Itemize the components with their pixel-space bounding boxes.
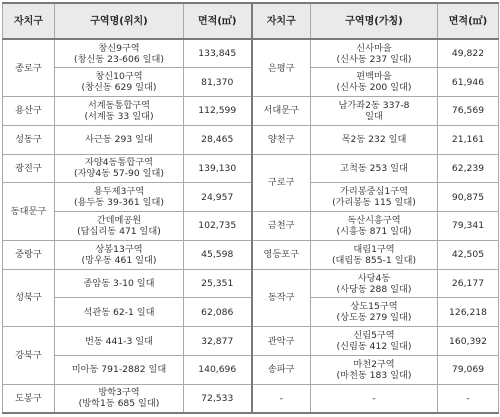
area-name-cell — [55, 327, 184, 356]
area-name-cell — [55, 125, 184, 154]
table-row — [3, 298, 499, 327]
table-row — [3, 269, 499, 298]
area-name-line: (대림동 855-1 일대) — [331, 254, 417, 266]
area-size-cell: 24,957 — [184, 183, 252, 212]
area-name-cell — [311, 298, 438, 327]
area-name-line: - — [372, 392, 376, 404]
area-name-cell — [311, 384, 438, 413]
area-size-cell: 133,845 — [184, 39, 252, 68]
area-name-line: 미아동 791-2882 일대 — [71, 364, 167, 376]
area-size-cell: 112,599 — [184, 97, 252, 126]
area-name-line: 사당4동 — [357, 272, 391, 284]
table-row — [3, 97, 499, 126]
area-name-line: (창신동 629 일대) — [81, 82, 157, 94]
district-cell: 금천구 — [252, 212, 311, 241]
district-cell: 동작구 — [252, 269, 311, 327]
area-name-line: (서계동 33 일대) — [84, 110, 154, 122]
area-name-line: (신사동 237 일대) — [336, 53, 412, 65]
area-name-line: 사근동 293 일대 — [85, 134, 153, 146]
area-name-line: 독산시흥구역 — [347, 214, 401, 226]
area-name-cell — [311, 68, 438, 97]
area-name-line: 마천2구역 — [353, 358, 395, 370]
area-name-cell — [55, 384, 184, 413]
area-name-line: (신사동 200 일대) — [336, 82, 412, 94]
redevelopment-areas-table — [2, 2, 499, 414]
header-area-name-right: 구역명(가칭) — [311, 3, 438, 39]
area-size-cell: 160,392 — [438, 327, 499, 356]
district-cell: 은평구 — [252, 39, 311, 97]
area-size-cell: 62,239 — [438, 154, 499, 183]
area-name-line: 일대 — [365, 110, 383, 122]
header-size-left: 면적(㎡) — [184, 3, 252, 39]
area-name-line: 상도15구역 — [350, 301, 398, 313]
area-size-cell: 126,218 — [438, 298, 499, 327]
area-name-line: 서계동통합구역 — [87, 99, 151, 111]
area-name-line: (답십리동 471 일대) — [77, 225, 161, 237]
area-name-cell — [55, 355, 184, 384]
area-name-cell — [311, 327, 438, 356]
district-cell: 용산구 — [3, 97, 55, 126]
area-name-line: 가리봉중심1구역 — [340, 186, 408, 198]
area-size-cell: 72,533 — [184, 384, 252, 413]
area-name-cell — [55, 183, 184, 212]
district-cell: 양천구 — [252, 125, 311, 154]
area-name-cell — [55, 240, 184, 269]
district-cell: 동대문구 — [3, 183, 55, 241]
area-name-line: (창신동 23-606 일대) — [74, 53, 164, 65]
district-cell: 서대문구 — [252, 97, 311, 126]
area-name-cell — [55, 298, 184, 327]
area-name-line: 목2동 232 일대 — [341, 134, 407, 146]
area-name-cell — [311, 355, 438, 384]
area-name-cell — [311, 97, 438, 126]
table-row — [3, 355, 499, 384]
table-row — [3, 39, 499, 68]
district-cell: 영등포구 — [252, 240, 311, 269]
table-row — [3, 212, 499, 241]
area-name-line: 종암동 3-10 일대 — [83, 278, 155, 289]
area-size-cell: 76,569 — [438, 97, 499, 126]
area-name-cell — [55, 39, 184, 68]
area-size-cell: 81,370 — [184, 68, 252, 97]
area-size-cell: 28,465 — [184, 125, 252, 154]
area-size-cell: 42,505 — [438, 240, 499, 269]
area-name-line: 간데메공원 — [96, 214, 142, 226]
header-district-right: 자치구 — [252, 3, 311, 39]
area-name-line: 번동 441-3 일대 — [84, 335, 154, 347]
area-size-cell: 26,177 — [438, 269, 499, 298]
area-name-line: 창신10구역 — [95, 71, 143, 83]
area-name-line: 상봉13구역 — [95, 243, 143, 255]
area-name-line: 용두제3구역 — [93, 186, 145, 198]
area-name-cell — [311, 154, 438, 183]
area-name-line: (용두동 39-361 일대) — [74, 197, 164, 209]
header-area-name-left: 구역명(위치) — [55, 3, 184, 39]
area-name-cell — [55, 269, 184, 298]
district-cell: - — [252, 384, 311, 413]
district-cell: 성동구 — [3, 125, 55, 154]
area-size-cell: 139,130 — [184, 154, 252, 183]
area-name-line: 신사마을 — [356, 42, 392, 54]
area-size-cell: 90,875 — [438, 183, 499, 212]
table-row — [3, 240, 499, 269]
table-row — [3, 384, 499, 413]
area-name-line: (가리봉동 115 일대) — [332, 197, 416, 209]
area-name-line: (마천동 183 일대) — [336, 369, 412, 381]
area-name-cell — [55, 212, 184, 241]
area-name-line: (사당동 288 일대) — [336, 283, 412, 295]
area-size-cell: 32,877 — [184, 327, 252, 356]
area-name-line: (신림동 412 일대) — [336, 341, 412, 353]
area-size-cell: 25,351 — [184, 269, 252, 298]
area-size-cell: - — [438, 384, 499, 413]
header-district-left: 자치구 — [3, 3, 55, 39]
area-name-cell — [311, 125, 438, 154]
area-name-cell — [55, 68, 184, 97]
area-name-cell — [55, 97, 184, 126]
table-row — [3, 125, 499, 154]
area-name-cell — [311, 212, 438, 241]
area-size-cell: 21,161 — [438, 125, 499, 154]
area-name-line: (상도동 279 일대) — [336, 312, 412, 324]
area-name-line: 고척동 253 일대 — [340, 162, 408, 174]
area-name-line: 자양4동통합구역 — [85, 157, 153, 169]
table-row — [3, 327, 499, 356]
area-size-cell: 49,822 — [438, 39, 499, 68]
area-name-line: 창신9구역 — [98, 42, 140, 54]
area-name-line: 남가좌2동 337-8 — [338, 99, 410, 111]
area-name-line: 편백마을 — [356, 71, 392, 83]
area-size-cell: 61,946 — [438, 68, 499, 97]
district-cell: 관악구 — [252, 327, 311, 356]
area-name-line: 석관동 62-1 일대 — [83, 306, 155, 318]
area-size-cell: 45,598 — [184, 240, 252, 269]
area-name-cell — [311, 240, 438, 269]
area-name-cell — [55, 154, 184, 183]
district-cell: 구로구 — [252, 154, 311, 212]
district-cell: 송파구 — [252, 355, 311, 384]
area-name-line: (자양4동 57-90 일대) — [74, 168, 164, 180]
area-name-cell — [311, 183, 438, 212]
area-name-line: (방학1동 685 일대) — [78, 398, 160, 410]
district-cell: 성북구 — [3, 269, 55, 327]
area-name-line: 신림5구역 — [353, 330, 395, 342]
area-name-line: 방학3구역 — [98, 387, 140, 399]
area-name-line: (망우동 461 일대) — [81, 254, 157, 266]
area-size-cell: 79,341 — [438, 212, 499, 241]
district-cell: 중랑구 — [3, 240, 55, 269]
district-cell: 광진구 — [3, 154, 55, 183]
area-name-cell — [311, 269, 438, 298]
area-size-cell: 79,069 — [438, 355, 499, 384]
header-size-right: 면적(㎡) — [438, 3, 499, 39]
area-name-line: (시흥동 871 일대) — [336, 225, 412, 237]
table-row — [3, 154, 499, 183]
area-size-cell: 140,696 — [184, 355, 252, 384]
area-size-cell: 102,735 — [184, 212, 252, 241]
district-cell: 강북구 — [3, 327, 55, 385]
table-row — [3, 68, 499, 97]
table-row — [3, 183, 499, 212]
table-header-row — [3, 3, 499, 39]
district-cell: 도봉구 — [3, 384, 55, 413]
area-name-line: 대림1구역 — [353, 243, 395, 255]
district-cell: 종로구 — [3, 39, 55, 97]
area-name-cell — [311, 39, 438, 68]
area-size-cell: 62,086 — [184, 298, 252, 327]
